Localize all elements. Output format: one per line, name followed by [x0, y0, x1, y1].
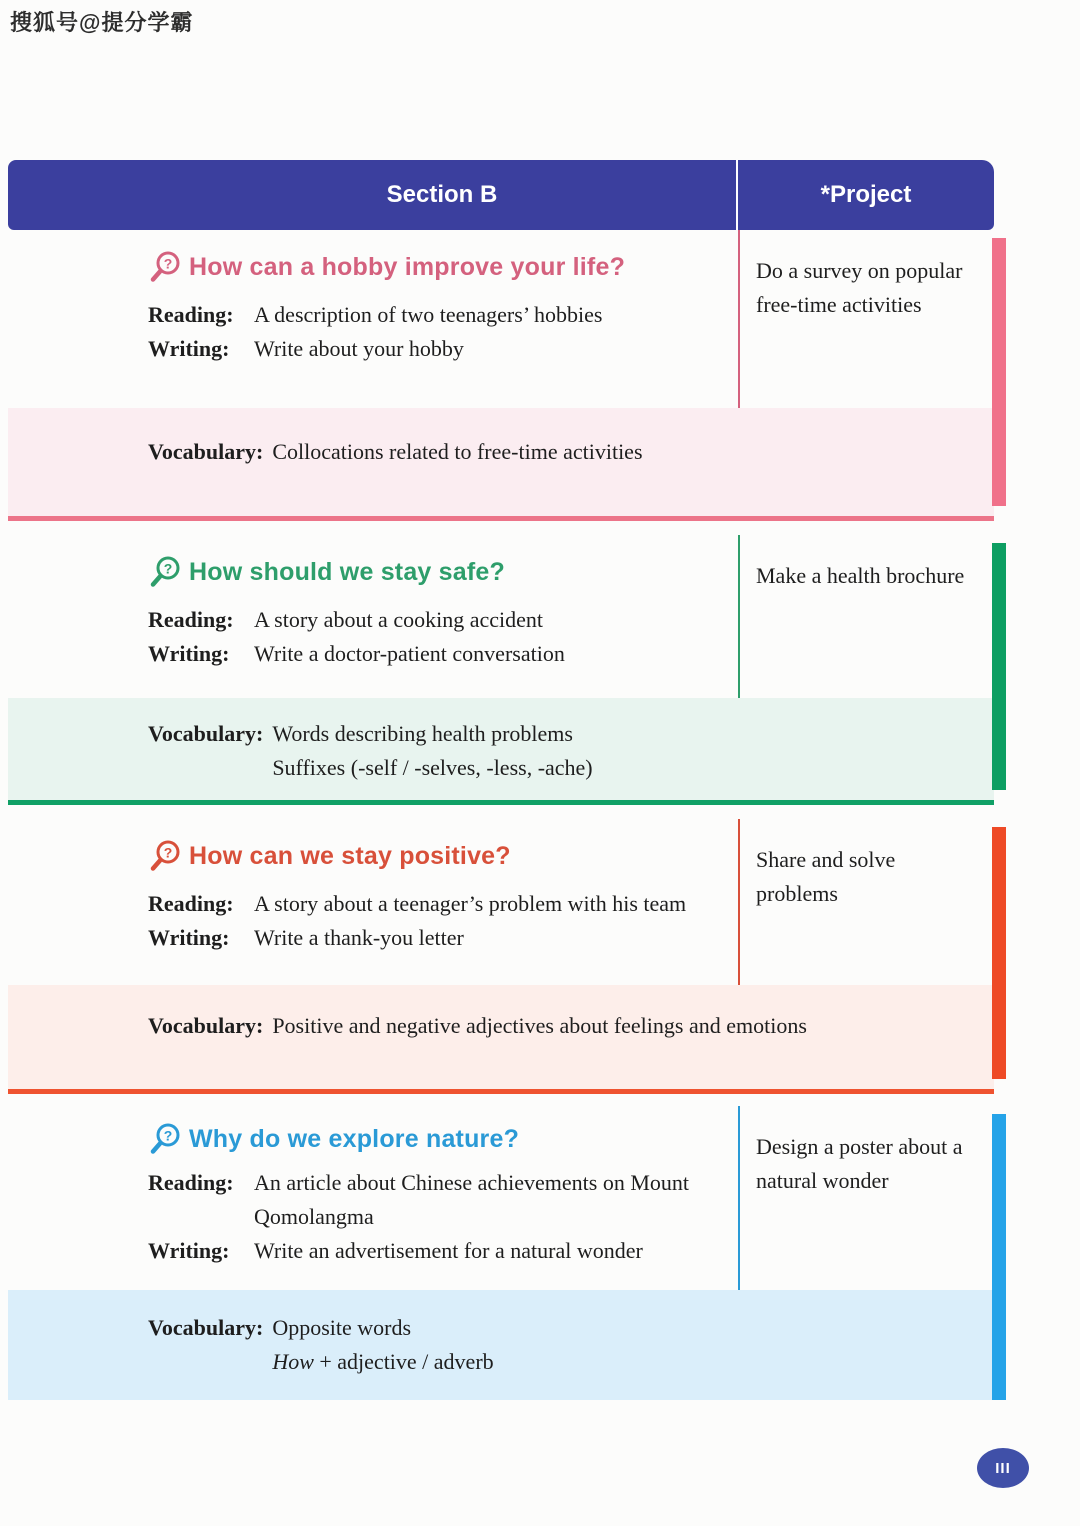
project-text: Share and solve problems — [756, 847, 896, 906]
writing-content: Write a thank-you letter — [254, 925, 464, 950]
project-text: Design a poster about a natural wonder — [756, 1134, 963, 1193]
unit-1-vocabulary-band — [8, 408, 994, 516]
vocabulary-line-2 — [272, 1345, 493, 1379]
reading-line-1: An article about Chinese achievements on Mount — [254, 1170, 689, 1195]
unit-2-main — [8, 535, 994, 698]
unit-title: How can we stay positive? — [189, 841, 511, 870]
unit-2-section-b-cell — [8, 535, 738, 698]
unit-color-bar — [992, 238, 1006, 506]
unit-color-bar — [992, 827, 1006, 1079]
watermark-text: 搜狐号@提分学霸 — [10, 10, 194, 35]
writing-label: Writing: — [148, 336, 230, 361]
vocabulary-line-2 — [272, 751, 592, 785]
unit-2 — [8, 535, 994, 805]
unit-4-section-b-cell — [8, 1106, 738, 1290]
unit-4-title-row — [148, 1106, 738, 1156]
vocabulary-lines — [272, 1009, 807, 1089]
vocabulary-label: Vocabulary: — [148, 439, 264, 464]
page-number-badge: III — [977, 1448, 1029, 1488]
unit-title: How can a hobby improve your life? — [189, 252, 626, 281]
unit-4-main — [8, 1106, 994, 1290]
writing-label: Writing: — [148, 1238, 230, 1263]
vocabulary-line: Words describing health problems — [272, 721, 573, 746]
vocabulary-label: Vocabulary: — [148, 721, 264, 746]
unit-1-title-row — [148, 230, 738, 284]
unit-4 — [8, 1106, 994, 1400]
unit-color-bar — [992, 1114, 1006, 1400]
unit-3-title-row — [148, 819, 738, 873]
vocabulary-lines — [272, 1311, 493, 1400]
project-text: Do a survey on popular free-time activities — [756, 258, 963, 317]
unit-3-vocabulary-band — [8, 985, 994, 1089]
writing-content: Write an advertisement for a natural wonder — [254, 1238, 643, 1263]
reading-line-2: Qomolangma — [254, 1204, 374, 1229]
reading-writing-list — [148, 1166, 738, 1268]
unit-4-vocabulary-band — [8, 1290, 994, 1400]
unit-4-project-cell — [738, 1106, 994, 1290]
unit-color-bar — [992, 543, 1006, 790]
question-magnifier-icon — [148, 250, 182, 284]
reading-content: A story about a cooking accident — [254, 607, 543, 632]
svg-text:?: ? — [163, 560, 173, 577]
table-header — [8, 160, 994, 230]
unit-1-main — [8, 230, 994, 408]
svg-text:?: ? — [163, 255, 173, 272]
writing-content: Write a doctor-patient conversation — [254, 641, 565, 666]
reading-writing-list — [148, 298, 738, 366]
vocabulary-label: Vocabulary: — [148, 1013, 264, 1038]
vocabulary-line: Opposite words — [272, 1315, 412, 1340]
project-label: *Project — [820, 181, 912, 208]
vocabulary-italic-term: How — [272, 1349, 314, 1374]
reading-writing-list — [148, 887, 738, 955]
vocabulary-line: Collocations related to free-time activities — [272, 439, 643, 464]
unit-3-main — [8, 819, 994, 985]
vocabulary-line2-text: + adjective / adverb — [313, 1349, 494, 1374]
unit-3 — [8, 819, 994, 1094]
unit-2-vocabulary-band — [8, 698, 994, 800]
reading-label: Reading: — [148, 891, 234, 916]
section-b-label: Section B — [386, 181, 498, 208]
project-text: Make a health brochure — [756, 563, 965, 588]
writing-label: Writing: — [148, 925, 230, 950]
unit-1-project-cell — [738, 230, 994, 408]
vocabulary-lines — [272, 717, 592, 800]
unit-2-title-row — [148, 535, 738, 589]
question-magnifier-icon — [148, 1122, 182, 1156]
writing-content: Write about your hobby — [254, 336, 464, 361]
svg-text:?: ? — [163, 844, 173, 861]
question-magnifier-icon — [148, 839, 182, 873]
reading-label: Reading: — [148, 1170, 234, 1195]
reading-content: A description of two teenagers’ hobbies — [254, 302, 603, 327]
reading-content: A story about a teenager’s problem with his team — [254, 891, 687, 916]
vocabulary-line: Positive and negative adjectives about feelings and emotions — [272, 1013, 807, 1038]
writing-label: Writing: — [148, 641, 230, 666]
contents-table — [8, 160, 994, 1400]
unit-3-section-b-cell — [8, 819, 738, 985]
unit-1 — [8, 230, 994, 521]
vocabulary-label: Vocabulary: — [148, 1315, 264, 1340]
reading-content — [254, 1166, 738, 1234]
vocabulary-line2-text: Suffixes (-self / -selves, -less, -ache) — [272, 755, 593, 780]
unit-title: How should we stay safe? — [189, 557, 505, 586]
unit-3-project-cell — [738, 819, 994, 985]
header-section-b — [8, 160, 738, 230]
reading-writing-list — [148, 603, 738, 671]
reading-label: Reading: — [148, 607, 234, 632]
unit-title: Why do we explore nature? — [189, 1124, 520, 1153]
question-magnifier-icon — [148, 555, 182, 589]
vocabulary-lines — [272, 435, 642, 516]
unit-1-section-b-cell — [8, 230, 738, 408]
unit-2-project-cell — [738, 535, 994, 698]
reading-label: Reading: — [148, 302, 234, 327]
svg-text:?: ? — [163, 1127, 173, 1144]
header-project — [738, 160, 994, 230]
